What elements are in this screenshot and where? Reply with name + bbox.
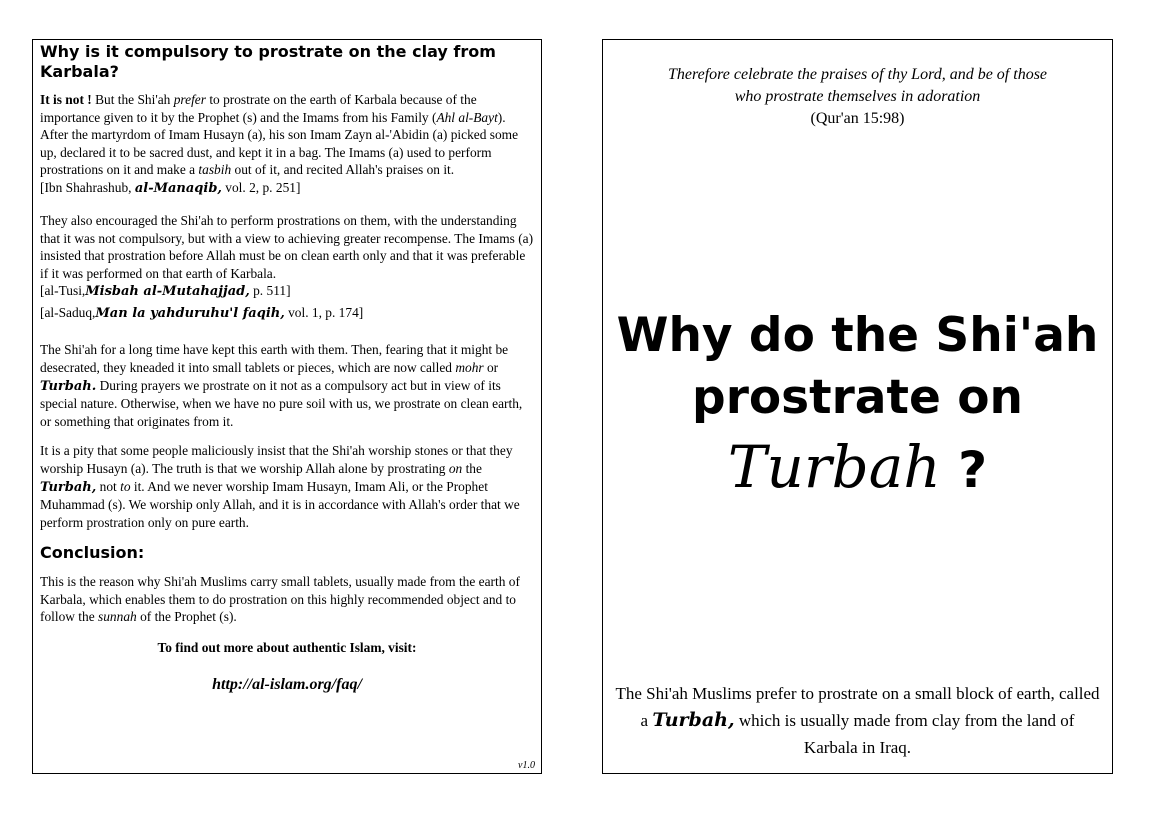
turbah-word: Turbah, (652, 709, 735, 731)
text: During prayers we prostrate on it not as a compulsory act but in view of its special nature. Otherwise, when we have no pure soil with us, we prostrate on clean earth, or something that originates from it. (40, 377, 523, 429)
paragraph-3 (40, 341, 534, 430)
paragraph-5 (40, 573, 534, 626)
right-panel (602, 39, 1113, 774)
citation-work: al-Manaqib, (134, 180, 222, 196)
visit-text: To find out more about authentic Islam, visit: (157, 640, 417, 656)
lead-text: It is not ! (40, 92, 92, 107)
paragraph-4 (40, 442, 534, 531)
text: not (96, 478, 121, 494)
text: of the Prophet (s). (136, 609, 237, 625)
title-turbah-word: Turbah (727, 433, 941, 501)
citation-text: vol. 1, p. 174] (284, 305, 364, 321)
text: This is the reason why Shi'ah Muslims carry small tablets, usually made from the earth of Karbala, which enables them to do prostration on this highly recommended object and to follow the (40, 574, 520, 625)
quote-reference: (Qur'an 15:98) (810, 110, 905, 127)
text: to prostrate on the earth of Karbala because of the importance given to it by the Prophet (s) and the Imams from his Family ( (40, 92, 477, 125)
summary-text (613, 680, 1102, 761)
citation (40, 282, 534, 301)
text: the (462, 460, 482, 476)
text: out of it, and recited Allah's praises on it. (231, 162, 455, 178)
title-question-mark: ? (940, 441, 988, 499)
emphasis: prefer (173, 92, 206, 107)
quote-line: Therefore celebrate the praises of thy Lord, and be of those (667, 66, 1048, 83)
text: it. And we never worship Imam Husayn, Imam Ali, or the Prophet Muhammad (s). We worship only Allah, and it is in accordance with Allah's order that we perform prostration only on pure earth. (40, 478, 520, 530)
text: The Shi'ah for a long time have kept this earth with them. Then, fearing that it might be desecrated, they kneaded it into small tablets or pieces, which are now called (40, 342, 509, 375)
emphasis: sunnah (98, 609, 137, 625)
turbah-word: Turbah. (40, 378, 97, 394)
faq-heading: Why is it compulsory to prostrate on the clay from Karbala? (40, 42, 496, 81)
quran-quote (603, 64, 1112, 108)
citation-text: [al-Saduq, (40, 305, 96, 321)
quote-line: who prostrate themselves in adoration (734, 88, 981, 105)
text: or (483, 359, 499, 375)
text: which is usually made from clay from the land of Karbala in Iraq. (734, 711, 1075, 757)
citation (40, 179, 534, 198)
website-link[interactable]: http://al-islam.org/faq/ (212, 676, 362, 694)
paragraph-2: They also encouraged the Shi'ah to perform prostrations on them, with the understanding that it was not compulsory, but with a view to achieving greater recompense. The Imams (a) insisted that prostration before Allah must be on clean earth only and that it was preferable if it was performed on that earth of Karbala. (40, 212, 534, 281)
citation-work: Man la yahduruhu'l faqih, (95, 306, 285, 322)
left-panel (32, 39, 542, 774)
emphasis: tasbih (198, 162, 232, 178)
paragraph-1 (40, 91, 534, 179)
emphasis: mohr (455, 359, 484, 375)
citation-text: [Ibn Shahrashub, (40, 179, 135, 195)
title-line-1: Why do the Shi'ah (616, 308, 1099, 363)
citation-text: [al-Tusi, (40, 283, 86, 299)
turbah-word: Turbah, (40, 479, 97, 495)
text: ). After the martyrdom of Imam Husayn (a), his son Imam Zayn al-'Abidin (a) picked some up, declared it to be sacred dust, and kept it in a bag. The Imams (a) used to perform prostrations on it and make a (40, 109, 519, 178)
version-label: v1.0 (518, 760, 535, 771)
emphasis: on (448, 460, 463, 476)
citation-text: p. 511] (249, 283, 291, 299)
emphasis: to (120, 478, 131, 494)
title-line-3 (603, 432, 1112, 505)
title-line-2: prostrate on (692, 370, 1023, 425)
text: The Shi'ah Muslims prefer to prostrate on a small block of earth, called a (615, 684, 1100, 730)
citation-text: vol. 2, p. 251] (221, 179, 301, 195)
text: But the Shi'ah (91, 92, 174, 107)
citation-work: Misbah al-Mutahajjad, (85, 284, 250, 300)
citation (40, 304, 534, 323)
text: It is a pity that some people maliciously insist that the Shi'ah worship stones or that they worship Husayn (a). The truth is that we worship Allah alone by prostrating (40, 443, 513, 476)
emphasis: Ahl al-Bayt (436, 109, 498, 125)
conclusion-heading: Conclusion: (40, 543, 145, 563)
